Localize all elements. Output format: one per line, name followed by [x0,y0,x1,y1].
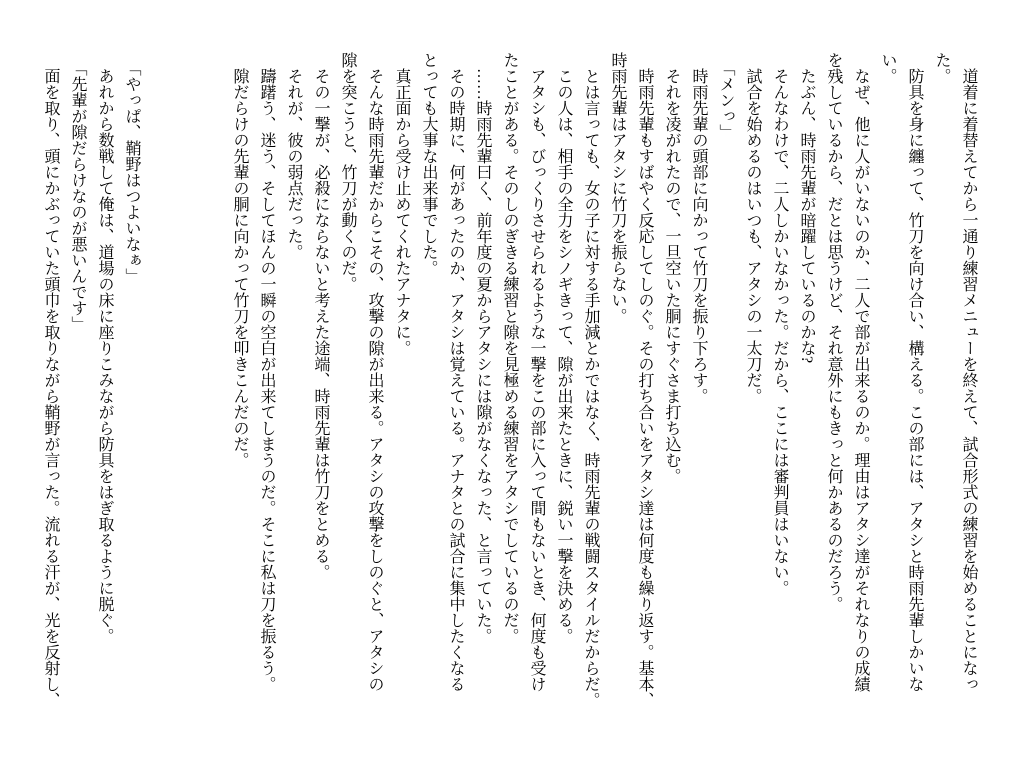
blank-line [199,52,226,692]
text-line: そんな時雨先輩だからこその、攻撃の隙が出来る。アタシの攻撃をしのぐと、アタシの [366,52,383,692]
text-line: この人は、相手の全力をシノギきって、隙が出来たときに、鋭い一撃を決める。 [555,52,572,644]
text-line: 「メンっ」 [717,52,734,140]
text-line: なぜ、他に人がいないのか、二人で部が出来るのか。理由はアタシ達がそれなりの成績 [852,52,869,692]
text-line: たぶん、時雨先輩が暗躍しているのかな? [798,52,815,364]
text-line: 躊躇う、迷う、そしてほんの一瞬の空白が出来てしまうのだ。そこに私は刀を振るう。 [258,52,275,692]
text-line: 試合を始めるのはいつも、アタシの一太刀だ。 [744,52,761,404]
text-line: を残しているから、だとは思うけど、それ意外にもきっと何かあるのだろう。 [825,52,842,612]
text-line: アタシも、びっくりさせられるような一撃をこの部に入って間もないとき、何度も受け [528,52,545,692]
novel-text-block [37,52,982,708]
text-line: 「先輩が隙だらけなのが悪いんです」 [69,52,86,332]
text-line: とは言っても、女の子に対する手加減とかではなく、時雨先輩の戦闘スタイルだからだ。 [582,52,599,708]
text-line: 「やっぱ、鞘野はつよいなぁ」 [123,52,140,284]
text-line: その一撃が、必殺にならないと考えた途端、時雨先輩は竹刀をとめる。 [312,52,329,580]
text-line: たことがある。そのしのぎきる練習と隙を見極める練習をアタシでしているのだ。 [501,52,518,644]
text-line: た。 [933,52,950,84]
text-line: それが、彼の弱点だった。 [285,52,302,260]
text-line: い。 [879,52,896,84]
blank-line [145,52,172,692]
text-line: 隙を突こうと、竹刀が動くのだ。 [339,52,356,292]
text-line: 防具を身に纏って、竹刀を向け合い、構える。この部には、アタシと時雨先輩しかいな [906,52,923,692]
text-line: その時期に、何があったのか、アタシは覚えている。アナタとの試合に集中したくなる [447,52,464,692]
text-line: とっても大事な出来事でした。 [420,52,437,276]
text-line: 隙だらけの先輩の胴に向かって竹刀を叩きこんだのだ。 [231,52,248,468]
text-line: そんなわけで、二人しかいなかった。だから、ここには審判員はいない。 [771,52,788,596]
text-line: 真正面から受け止めてくれたアナタに。 [393,52,410,356]
text-line: 時雨先輩はアタシに竹刀を振らない。 [609,52,626,324]
text-line: それを凌がれたので、一旦空いた胴にすぐさま打ち込む。 [663,52,680,484]
text-line: あれから数戦して俺は、道場の床に座りこみながら防具をはぎ取るように脱ぐ。 [96,52,113,644]
text-line: 時雨先輩の頭部に向かって竹刀を振り下ろす。 [690,52,707,404]
text-line: 面を取り、頭にかぶっていた頭巾を取りながら鞘野が言った。流れる汗が、光を反射し、 [42,52,59,708]
text-line: 道着に着替えてから一通り練習メニューを終えて、試合形式の練習を始めることになっ [960,52,977,692]
text-line: ……時雨先輩曰く、前年度の夏からアタシには隙がなくなった、と言っていた。 [474,52,491,644]
text-line: 時雨先輩もすばやく反応してしのぐ。その打ち合いをアタシ達は何度も繰り返す。基本、 [636,52,653,708]
blank-line [172,52,199,692]
